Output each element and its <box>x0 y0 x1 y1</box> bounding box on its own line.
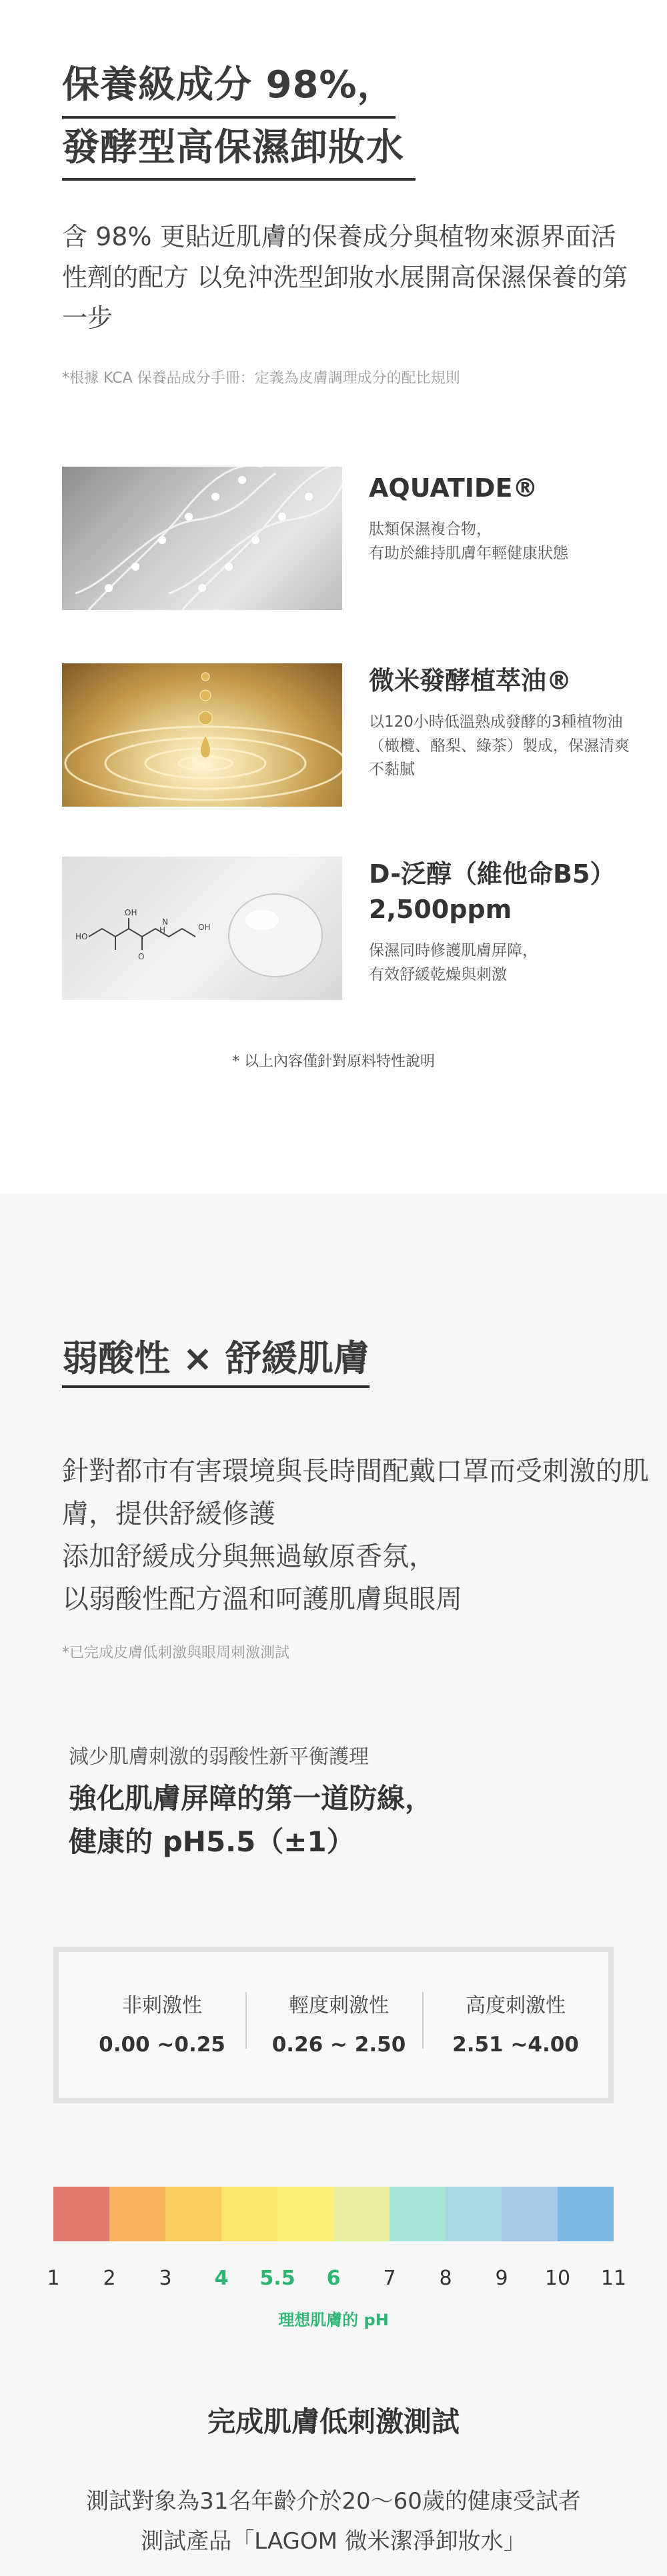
irritation-label: 輕度刺激性 <box>289 1994 389 2017</box>
dna-helix-image <box>62 467 342 610</box>
intro-text: 含 98% 更貼近肌膚的保養成分與植物來源界面活性劑的配方 以免沖洗型卸妝水展開高保濕保養的第一步 <box>62 222 628 333</box>
irritation-col-mild <box>252 1989 426 2057</box>
ingredient-title: AQUATIDE® <box>369 473 538 503</box>
ingredient-section <box>0 0 667 1193</box>
ingredient-title: 微米發酵植萃油® <box>369 666 572 695</box>
svg-text:OH: OH <box>125 908 137 917</box>
svg-text:HO: HO <box>75 932 88 941</box>
headline-line-1: 保養級成分 98%， <box>62 60 396 119</box>
ph-number: 10 <box>544 2267 571 2290</box>
ph-number: 9 <box>495 2267 508 2290</box>
divider <box>245 1992 247 2049</box>
irritation-col-high <box>429 1989 602 2057</box>
footnote: *根據 KCA 保養品成分手冊：定義為皮膚調理成分的配比規則 <box>62 370 460 387</box>
ph-number: 8 <box>439 2267 452 2290</box>
oil-drop-image <box>62 663 342 807</box>
ph-number: 7 <box>383 2267 396 2290</box>
ph-numbers <box>40 2267 627 2293</box>
test-description: 測試對象為31名年齡介於20〜60歲的健康受試者 測試產品「LAGOM 微米潔淨卸妝水」 <box>86 2488 581 2555</box>
ph-number: 6 <box>326 2267 341 2290</box>
ingredient-description: 肽類保濕複合物， 有助於維持肌膚年輕健康狀態 <box>369 521 568 562</box>
irritation-table <box>53 1947 614 2103</box>
ph-scale-segment <box>109 2187 165 2241</box>
ideal-ph-label: 理想肌膚的 pH <box>278 2311 389 2329</box>
ph-scale-segment <box>165 2187 221 2241</box>
svg-text:OH: OH <box>198 923 211 932</box>
subtitle: 減少肌膚刺激的弱酸性新平衡護理 <box>69 1745 369 1769</box>
ph-scale-segment <box>558 2187 614 2241</box>
ph-number: 3 <box>159 2267 172 2290</box>
ph-scale-segment <box>446 2187 502 2241</box>
ingredient-description: 以120小時低溫熟成發酵的3種植物油（橄欖、酪梨、綠茶）製成，保濕清爽不黏膩 <box>369 713 630 779</box>
ingredient-description: 保濕同時修護肌膚屏障， 有效舒緩乾燥與刺激 <box>369 942 538 984</box>
headline <box>62 60 416 181</box>
section-title: 弱酸性 × 舒緩肌膚 <box>62 1330 370 1388</box>
irritation-range: 0.26 ~ 2.50 <box>271 2033 406 2057</box>
low-acid-section <box>0 1193 667 2576</box>
ph-scale-segment <box>277 2187 334 2241</box>
ph-scale-segment <box>390 2187 446 2241</box>
section-paragraph: 針對都市有害環境與長時間配戴口罩而受刺激的肌膚，提供舒緩修護 添加舒緩成分與無過敏原香氛， 以弱酸性配方溫和呵護肌膚與眼周 <box>62 1456 649 1615</box>
svg-text:H: H <box>159 925 166 935</box>
ph-scale-segment <box>334 2187 390 2241</box>
disclaimer-note: * 以上內容僅針對原料特性說明 <box>232 1053 435 1070</box>
ph-number: 1 <box>47 2267 60 2290</box>
ph-headline: 強化肌膚屏障的第一道防線， 健康的 pH5.5（±1） <box>69 1782 434 1859</box>
ph-color-scale <box>53 2187 614 2241</box>
ph-scale-segment <box>502 2187 558 2241</box>
svg-text:N: N <box>162 917 168 927</box>
irritation-range: 0.00 ~0.25 <box>99 2033 225 2057</box>
ingredient-panthenol <box>62 857 636 1000</box>
panthenol-drop-image <box>62 857 342 1000</box>
ph-number: 2 <box>103 2267 116 2290</box>
ph-scale-segment <box>221 2187 277 2241</box>
test-title: 完成肌膚低刺激測試 <box>207 2405 460 2438</box>
ph-number: 5.5 <box>259 2267 295 2290</box>
irritation-range: 2.51 ~4.00 <box>452 2033 579 2057</box>
ingredient-title: D-泛醇（維他命B5） 2,500ppm <box>369 859 616 925</box>
divider <box>422 1992 424 2049</box>
irritation-label: 非刺激性 <box>122 1994 202 2017</box>
irritation-col-none <box>75 1989 249 2057</box>
ph-scale-segment <box>53 2187 109 2241</box>
ph-number: 11 <box>600 2267 627 2290</box>
ph-number: 4 <box>214 2267 229 2290</box>
irritation-label: 高度刺激性 <box>466 1994 566 2017</box>
test-footnote: *已完成皮膚低刺激與眼周刺激測試 <box>62 1645 290 1661</box>
ingredient-aquatide <box>62 467 636 610</box>
ingredient-fermented-oil <box>62 663 636 807</box>
svg-text:O: O <box>138 952 145 961</box>
headline-line-2: 發酵型高保濕卸妝水 <box>62 123 416 181</box>
